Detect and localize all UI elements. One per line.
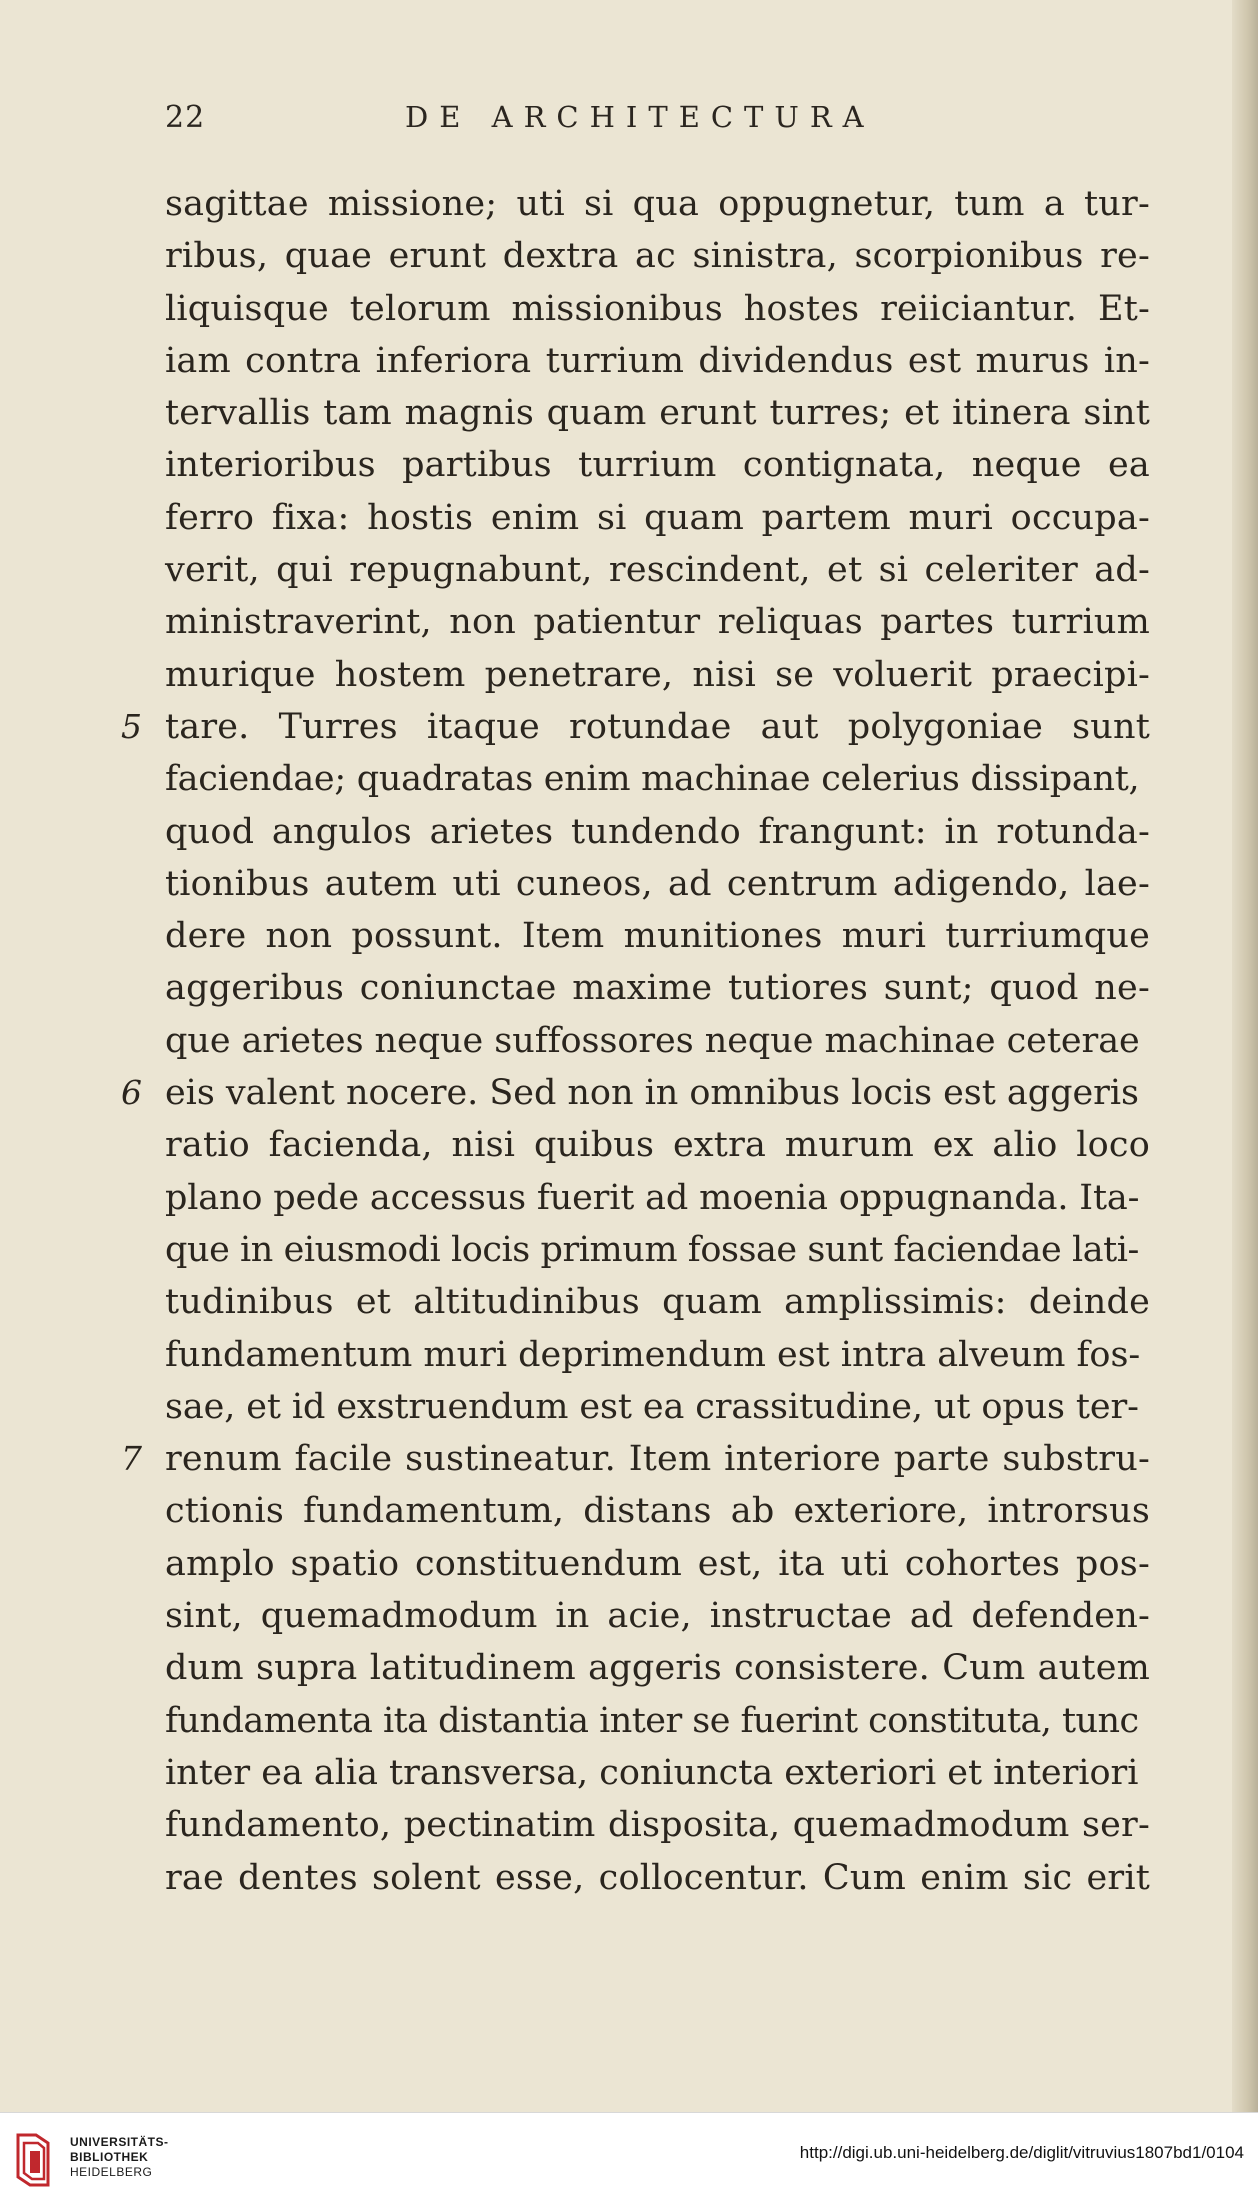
library-name (70, 2135, 169, 2180)
text-line-content: verit, qui repugnabunt, rescindent, et si celeriter ad- (165, 550, 1150, 591)
text-line-content: faciendae; quadratas enim machinae celerius dissipant, (165, 759, 1140, 800)
text-line-content: amplo spatio constituendum est, ita uti cohortes pos- (165, 1543, 1150, 1584)
text-line (165, 1799, 1155, 1851)
text-line-content: ribus, quae erunt dextra ac sinistra, scorpionibus re- (165, 236, 1150, 277)
text-line (165, 806, 1155, 858)
text-line (165, 910, 1155, 962)
text-line (165, 858, 1155, 910)
text-line-content: murique hostem penetrare, nisi se voluerit praecipi- (165, 654, 1150, 695)
text-line (165, 1224, 1155, 1276)
text-line (165, 230, 1155, 282)
text-line-content: inter ea alia transversa, coniuncta exteriori et interiori (165, 1752, 1139, 1793)
text-line-content: aggeribus coniunctae maxime tutiores sunt; quod ne- (165, 968, 1150, 1009)
body-text (121, 178, 1155, 1904)
text-line (165, 1276, 1155, 1328)
text-line-content: plano pede accessus fuerit ad moenia oppugnanda. Ita- (165, 1177, 1140, 1218)
text-line-content: interioribus partibus turrium contignata, neque ea (165, 445, 1150, 486)
text-line (165, 387, 1155, 439)
text-line-content: liquisque telorum missionibus hostes reiiciantur. Et- (165, 288, 1150, 329)
text-line (121, 1067, 1155, 1119)
text-line (165, 544, 1155, 596)
text-line (165, 283, 1155, 335)
text-line (165, 1329, 1155, 1381)
margin-section-number: 5 (121, 706, 143, 746)
source-url-link[interactable]: http://digi.ub.uni-heidelberg.de/diglit/vitruvius1807bd1/0104 (799, 2143, 1244, 2162)
text-line-content: eis valent nocere. Sed non in omnibus locis est aggeris (165, 1073, 1139, 1114)
text-line-content: sagittae missione; uti si qua oppugnetur, tum a tur- (165, 184, 1150, 224)
text-line (165, 1590, 1155, 1642)
text-line-content: sint, quemadmodum in acie, instructae ad defenden- (165, 1596, 1150, 1637)
text-line (165, 596, 1155, 648)
text-line-content: rae dentes solent esse, collocentur. Cum enim sic erit (165, 1857, 1150, 1898)
text-line-content: que in eiusmodi locis primum fossae sunt faciendae lati- (165, 1229, 1139, 1270)
heidelberg-library-logo-icon[interactable] (14, 2129, 56, 2189)
page-gutter-shadow (1232, 0, 1258, 2112)
text-line-content: ratio facienda, nisi quibus extra murum ex alio loco (165, 1125, 1150, 1166)
text-line (121, 1433, 1155, 1485)
text-line-content: renum facile sustineatur. Item interiore parte substru- (165, 1439, 1150, 1480)
text-line (121, 701, 1155, 753)
text-line (165, 1015, 1155, 1067)
text-line-content: ferro fixa: hostis enim si quam partem muri occupa- (165, 497, 1150, 538)
text-line (165, 1485, 1155, 1537)
text-line-content: que arietes neque suffossores neque machinae ceterae (165, 1020, 1140, 1061)
text-line (165, 492, 1155, 544)
text-line (165, 649, 1155, 701)
text-line-content: fundamenta ita distantia inter se fuerint constituta, tunc (165, 1700, 1139, 1741)
text-line (165, 753, 1155, 805)
library-name-line1: UNIVERSITÄTS- (70, 2135, 169, 2149)
text-line-content: ministraverint, non patientur reliquas partes turrium (165, 602, 1150, 643)
running-title: DE ARCHITECTURA (405, 100, 875, 134)
text-line-content: dere non possunt. Item munitiones muri turriumque (165, 916, 1150, 957)
text-line (165, 1538, 1155, 1590)
text-line-content: fundamento, pectinatim disposita, quemadmodum ser- (165, 1805, 1150, 1846)
text-line (165, 1642, 1155, 1694)
text-line-content: quod angulos arietes tundendo frangunt: in rotunda- (165, 811, 1150, 852)
text-line (165, 178, 1155, 230)
text-line (165, 1747, 1155, 1799)
text-line (165, 1119, 1155, 1171)
text-line-content: sae, et id exstruendum est ea crassitudine, ut opus ter- (165, 1386, 1139, 1427)
footer-bar (0, 2112, 1258, 2206)
text-line (165, 1381, 1155, 1433)
text-line (165, 1172, 1155, 1224)
margin-section-number: 6 (121, 1073, 143, 1113)
text-line-content: tare. Turres itaque rotundae aut polygoniae sunt (165, 706, 1150, 747)
text-line-content: tionibus autem uti cuneos, ad centrum adigendo, lae- (165, 863, 1150, 904)
text-line (165, 439, 1155, 491)
text-line (165, 1695, 1155, 1747)
text-line-content: dum supra latitudinem aggeris consistere. Cum autem (165, 1648, 1150, 1689)
text-line-content: ctionis fundamentum, distans ab exteriore, introrsus (165, 1491, 1150, 1532)
page-header (0, 100, 1258, 140)
text-line-content: tudinibus et altitudinibus quam amplissimis: deinde (165, 1282, 1150, 1323)
library-name-line3: HEIDELBERG (70, 2165, 153, 2179)
text-line-content: tervallis tam magnis quam erunt turres; et itinera sint (165, 393, 1150, 434)
page-number: 22 (165, 100, 206, 135)
library-name-line2: BIBLIOTHEK (70, 2150, 149, 2164)
text-line (165, 335, 1155, 387)
text-line (165, 1852, 1155, 1904)
text-line (165, 962, 1155, 1014)
text-line-content: fundamentum muri deprimendum est intra alveum fos- (165, 1334, 1141, 1375)
margin-section-number: 7 (121, 1439, 143, 1479)
text-line-content: iam contra inferiora turrium dividendus est murus in- (165, 340, 1150, 381)
